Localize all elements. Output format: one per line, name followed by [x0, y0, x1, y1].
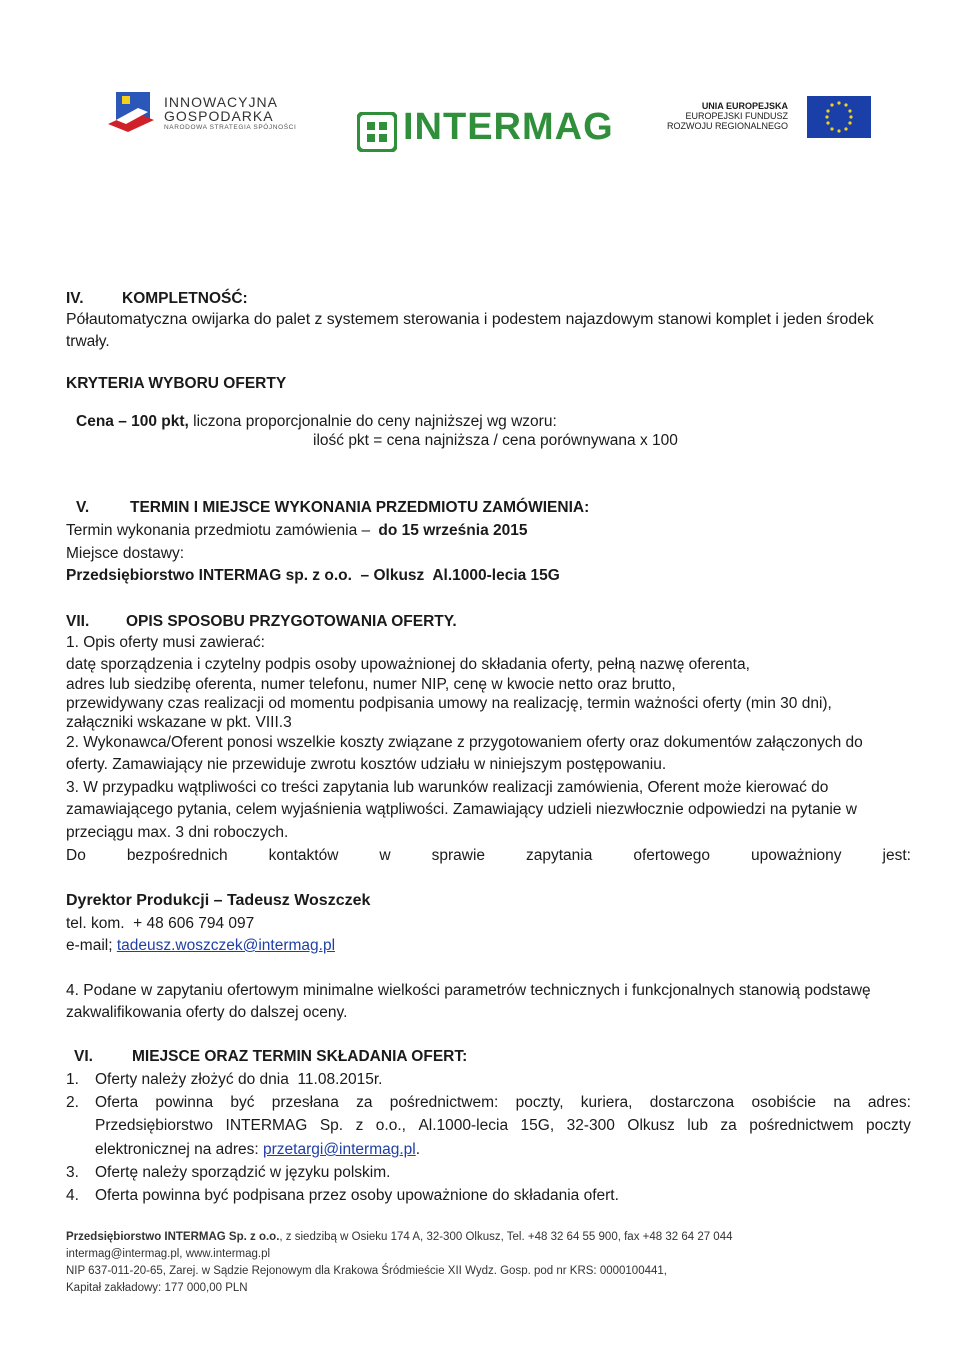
item2-word: Sp.	[319, 1117, 344, 1134]
intermag-logo	[357, 108, 617, 154]
item2-word: dostarczona	[649, 1094, 735, 1111]
sec7-p1-line-3: przewidywany czas realizacji od momentu podpisania umowy na realizację, termin ważności oferty (min 30 dni),	[66, 695, 832, 712]
sec7-p1-line-1: datę sporządzenia i czytelny podpis osoby upoważnionej do składania oferty, pełną nazwę oferenta,	[66, 656, 750, 673]
footer-company: Przedsiębiorstwo INTERMAG Sp. z o.o.	[66, 1231, 280, 1243]
item2-word: za	[356, 1094, 373, 1111]
sec6-item-2-line-1	[95, 1093, 911, 1113]
criteria-formula: ilość pkt = cena najniższa / cena porównywana x 100	[313, 432, 678, 449]
sec7-p4-line-2: zakwalifikowania oferty do dalszej oceny.	[66, 1004, 348, 1021]
sec7-p3-line-3: przeciągu max. 3 dni roboczych.	[66, 824, 289, 841]
sec6-item-2-line-2	[95, 1116, 911, 1136]
sec5-place-value: Przedsiębiorstwo INTERMAG sp. z o.o. – Olkusz Al.1000-lecia 15G	[66, 567, 560, 584]
sec4-number: IV.	[66, 290, 84, 307]
sec7-p3-line-1: 3. W przypadku wątpliwości co treści zapytania lub warunków realizacji zamówienia, Oferent może kierować do	[66, 779, 829, 796]
item2-line3-label: elektronicznej na adres:	[95, 1141, 264, 1158]
sec4-line-2: trwały.	[66, 333, 110, 350]
sec6-item-4-num: 4.	[66, 1187, 79, 1204]
contact-word: Do	[66, 847, 86, 864]
contact-word: zapytania	[526, 847, 593, 864]
item2-word: kuriera,	[580, 1094, 633, 1111]
item2-word: 15G,	[520, 1117, 555, 1134]
item2-word: lub	[687, 1117, 708, 1134]
sec7-p2-line-1: 2. Wykonawca/Oferent ponosi wszelkie koszty związane z przygotowaniem oferty oraz dokumentów załączonych do	[66, 734, 863, 751]
sec6-item-2-line-3	[95, 1140, 420, 1160]
sec5-place-label: Miejsce dostawy:	[66, 545, 185, 562]
sec7-p1-head: 1. Opis oferty musi zawierać:	[66, 634, 265, 651]
criteria-price-text: liczona proporcjonalnie do ceny najniższej wg wzoru:	[188, 413, 557, 430]
item2-word: osobiście	[751, 1094, 817, 1111]
item2-word: Al.1000-lecia	[418, 1117, 509, 1134]
item2-word: przesłana	[271, 1094, 339, 1111]
item2-word: być	[230, 1094, 255, 1111]
innowacyjna-gospodarka-logo	[108, 90, 308, 134]
footer-line-3: NIP 637-011-20-65, Zarej. w Sądzie Rejonowym dla Krakowa Śródmieście XII Wydz. Gosp. pod nr KRS: 0000100441,	[66, 1265, 667, 1277]
item2-word: o.o.,	[375, 1117, 406, 1134]
contact-word: bezpośrednich	[126, 847, 228, 864]
sec5-term-line	[66, 521, 527, 541]
sec6-item-4: Oferta powinna być podpisana przez osoby upoważnione do składania ofert.	[95, 1187, 619, 1204]
footer-line-1	[66, 1230, 733, 1244]
eu-flag-icon	[807, 96, 871, 138]
ig-flag-icon	[108, 90, 158, 134]
sec7-p3-line-2: zamawiającego pytania, celem wyjaśnienia wątpliwości. Zamawiający udzieli niezwłocznie odpowiedzi na pytanie w	[66, 801, 857, 818]
item2-word: poczty	[866, 1117, 911, 1134]
contact-word: w	[379, 847, 391, 864]
item2-word: powinna	[155, 1094, 214, 1111]
sec5-term-value: do 15 września 2015	[378, 522, 528, 539]
sec5-number: V.	[76, 499, 90, 516]
sec6-title: MIEJSCE ORAZ TERMIN SKŁADANIA OFERT:	[132, 1048, 468, 1065]
item2-word: Olkusz	[627, 1117, 675, 1134]
criteria-title: KRYTERIA WYBORU OFERTY	[66, 375, 287, 392]
footer-address: , z siedzibą w Osieku 174 A, 32-300 Olkusz, Tel. +48 32 64 55 900, fax +48 32 64 27 044	[279, 1231, 733, 1243]
intermag-emblem-icon	[357, 112, 397, 152]
eu-line-3: ROZWOJU REGIONALNEGO	[666, 121, 788, 131]
item2-word: pośrednictwem	[749, 1117, 854, 1134]
contact-name: Dyrektor Produkcji – Tadeusz Woszczek	[66, 892, 371, 909]
footer-line-4: Kapitał zakładowy: 177 000,00 PLN	[66, 1282, 248, 1294]
item2-word: z	[355, 1117, 364, 1134]
criteria-price-bold: Cena – 100 pkt,	[76, 413, 189, 430]
contact-tel: tel. kom. + 48 606 794 097	[66, 915, 255, 932]
sec6-item-3: Ofertę należy sporządzić w języku polskim.	[95, 1164, 391, 1181]
sec6-item-2-num: 2.	[66, 1094, 79, 1111]
ig-logo-line-2: GOSPODARKA	[164, 108, 274, 124]
criteria-price-line	[76, 412, 557, 432]
sec7-p1-line-2: adres lub siedzibę oferenta, numer telefonu, numer NIP, cenę w kwocie netto oraz brutto,	[66, 676, 676, 693]
ig-logo-line-3: NARODOWA STRATEGIA SPÓJNOŚCI	[164, 124, 297, 131]
item2-word: Oferta	[95, 1094, 139, 1111]
sec4-line-1: Półautomatyczna owijarka do palet z systemem sterowania i podestem najazdowym stanowi komplet i jeden środek	[66, 311, 874, 328]
sec6-number: VI.	[74, 1048, 93, 1065]
ig-logo-line-1: INNOWACYJNA	[164, 94, 278, 110]
sec6-item-1-num: 1.	[66, 1071, 79, 1088]
sec7-p1-line-4: załączniki wskazane w pkt. VIII.3	[66, 714, 292, 731]
item2-word: adres:	[867, 1094, 911, 1111]
eu-line-2: EUROPEJSKI FUNDUSZ	[685, 111, 788, 121]
sec7-p4-line-1: 4. Podane w zapytaniu ofertowym minimalne wielkości parametrów technicznych i funkcjonalnych stanowią podstawę	[66, 982, 871, 999]
item2-line3-end: .	[415, 1141, 421, 1158]
contact-word: ofertowego	[633, 847, 711, 864]
contact-mail-label: e-mail;	[66, 937, 117, 954]
sec7-number: VII.	[66, 613, 90, 630]
sec6-item-1: Oferty należy złożyć do dnia 11.08.2015r.	[95, 1071, 383, 1088]
sec5-term-label: Termin wykonania przedmiotu zamówienia –	[66, 522, 375, 539]
offers-email-link[interactable]: przetargi@intermag.pl	[263, 1141, 416, 1158]
sec7-contact-line	[66, 846, 911, 866]
sec7-title: OPIS SPOSOBU PRZYGOTOWANIA OFERTY.	[126, 613, 457, 630]
item2-word: poczty,	[515, 1094, 564, 1111]
sec7-p2-line-2: oferty. Zamawiający nie przewiduje zwrotu kosztów udziału w niniejszym postępowaniu.	[66, 756, 667, 773]
intermag-wordmark: INTERMAG	[403, 106, 614, 148]
sec5-title: TERMIN I MIEJSCE WYKONANIA PRZEDMIOTU ZAMÓWIENIA:	[130, 499, 590, 516]
contact-email-link[interactable]: tadeusz.woszczek@intermag.pl	[116, 937, 336, 954]
footer-line-2: intermag@intermag.pl, www.intermag.pl	[66, 1248, 271, 1260]
item2-word: 32-300	[566, 1117, 615, 1134]
item2-word: na	[833, 1094, 851, 1111]
contact-word: upoważniony	[751, 847, 842, 864]
contact-word: kontaktów	[268, 847, 339, 864]
contact-word: jest:	[882, 847, 911, 864]
contact-mail-line	[66, 936, 335, 956]
item2-word: za	[720, 1117, 737, 1134]
item2-word: INTERMAG	[225, 1117, 308, 1134]
item2-word: pośrednictwem:	[389, 1094, 499, 1111]
eu-line-1: UNIA EUROPEJSKA	[701, 101, 788, 111]
eu-text-block	[640, 101, 788, 131]
contact-word: sprawie	[431, 847, 486, 864]
sec6-item-3-num: 3.	[66, 1164, 79, 1181]
item2-word: Przedsiębiorstwo	[95, 1117, 214, 1134]
sec4-title: KOMPLETNOŚĆ:	[122, 290, 248, 307]
